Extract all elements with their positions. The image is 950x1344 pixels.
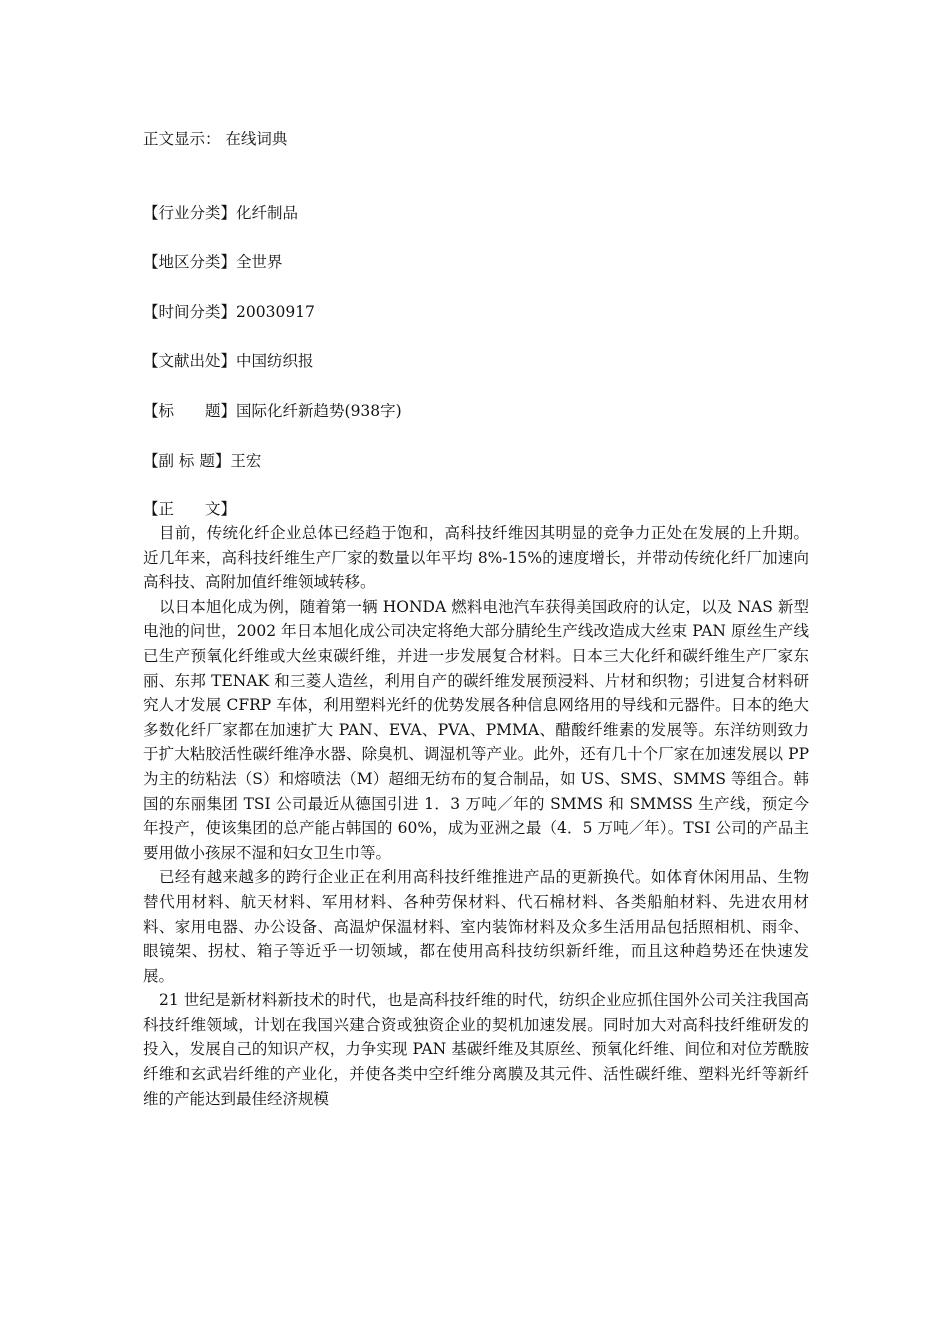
- field-industry-label: 【行业分类】: [143, 204, 237, 222]
- display-header: 正文显示： 在线词典: [143, 130, 288, 148]
- field-source-value: 中国纺织报: [236, 352, 314, 370]
- field-time-label: 【时间分类】: [143, 303, 237, 321]
- body-paragraph: 21 世纪是新材料新技术的时代，也是高科技纤维的时代，纺织企业应抓住国外公司关注我国高科技纤维领域，计划在我国兴建合资或独资企业的契机加速发展。同时加大对高科技纤维研发的投入，发展自己的知识产权，力争实现 PAN 基碳纤维及其原丝、预氧化纤维、间位和对位芳酰胺纤维和玄武岩纤维的产业化，并使各类中空纤维分离膜及其元件、活性碳纤维、塑料光纤等新纤维的产能达到最佳经济规模: [143, 991, 809, 1108]
- field-title-label: 【标 题】: [143, 402, 237, 420]
- body-label: 【正 文】: [143, 500, 237, 518]
- field-region-label: 【地区分类】: [143, 253, 237, 271]
- field-subtitle: [143, 450, 261, 472]
- field-region: [143, 251, 283, 273]
- field-source: [143, 350, 314, 372]
- field-industry: [143, 202, 298, 224]
- field-title: [143, 400, 402, 422]
- body-paragraph: 已经有越来越多的跨行企业正在利用高科技纤维推进产品的更新换代。如体育休闲用品、生物替代用材料、航天材料、军用材料、各种劳保材料、代石棉材料、各类船舶材料、先进农用材料、家用电器、办公设备、高温炉保温材料、室内装饰材料及众多生活用品包括照相机、雨伞、眼镜架、拐杖、箱子等近乎一切领域，都在使用高科技纺织新纤维，而且这种趋势还在快速发展。: [143, 868, 809, 985]
- field-region-value: 全世界: [236, 253, 283, 271]
- field-subtitle-value: 王宏: [230, 452, 262, 470]
- field-time: [143, 301, 315, 323]
- field-source-label: 【文献出处】: [143, 352, 237, 370]
- body-text: [143, 521, 809, 1111]
- field-industry-value: 化纤制品: [236, 204, 299, 222]
- field-time-value: 20030917: [236, 303, 315, 321]
- body-paragraph: 以日本旭化成为例，随着第一辆 HONDA 燃料电池汽车获得美国政府的认定，以及 NAS 新型电池的问世，2002 年日本旭化成公司决定将绝大部分腈纶生产线改造成大丝束 PAN 原丝生产线已生产预氧化纤维或大丝束碳纤维，并进一步发展复合材料。日本三大化纤和碳纤维生产厂家东丽、东邦 TENAK 和三菱人造丝，利用自产的碳纤维发展预浸料、片材和织物；引进复合材料研究人才发展 CFRP 车体，利用塑料光纤的优势发展各种信息网络用的导线和元器件。日本的绝大多数化纤厂家都在加速扩大 PAN、EVA、PVA、PMMA、醋酸纤维素的发展等。东洋纺则致力于扩大粘胶活性碳纤维净水器、除臭机、调湿机等产业。此外，还有几十个厂家在加速发展以 PP 为主的纺粘法（S）和熔喷法（M）超细无纺布的复合制品，如 US、SMS、SMMS 等组合。韩国的东丽集团 TSI 公司最近从德国引进 1．3 万吨／年的 SMMS 和 SMMSS 生产线，预定今年投产，使该集团的总产能占韩国的 60%，成为亚洲之最（4．5 万吨／年）。TSI 公司的产品主要用做小孩尿不湿和妇女卫生巾等。: [143, 597, 809, 862]
- body-paragraph: 目前，传统化纤企业总体已经趋于饱和，高科技纤维因其明显的竞争力正处在发展的上升期。近几年来，高科技纤维生产厂家的数量以年平均 8%-15%的速度增长，并带动传统化纤厂加速向高科技、高附加值纤维领域转移。: [143, 524, 809, 592]
- field-subtitle-label: 【副 标 题】: [143, 452, 231, 470]
- field-title-value: 国际化纤新趋势(938字): [236, 402, 402, 420]
